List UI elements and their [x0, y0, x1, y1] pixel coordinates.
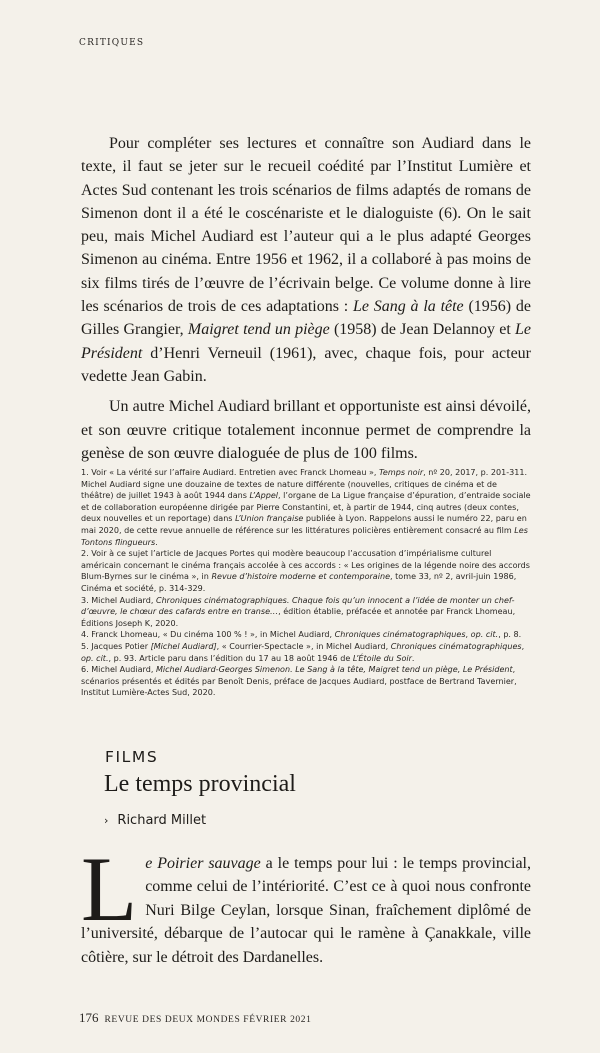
footnote-3 [81, 595, 531, 630]
text-run: (1956) de Gilles Grangier, [81, 298, 531, 339]
body-paragraph [81, 132, 531, 388]
text-run: , tome 33, nº 2, avril-juin 1986, Cinéma et société, p. 314-329. [81, 572, 517, 593]
text-run: , p. 8. [498, 630, 522, 640]
chevron-right-icon: › [104, 814, 109, 827]
text-run: . [155, 537, 158, 547]
text-run: op. cit. [81, 653, 109, 663]
drop-cap: L [81, 838, 138, 940]
body-text [81, 132, 531, 465]
publication-name: REVUE DES DEUX MONDES FÉVRIER 2021 [104, 1015, 312, 1025]
text-run: L’Étoile du Soir [352, 653, 412, 663]
footnote-5 [81, 641, 531, 664]
text-run: , nº 20, 2017, p. 201-311. Michel Audiard signe une douzaine de textes de nature différente (nouvelles, critiques de cinéma et de théâtre) de juillet 1943 à août 1944 dans [81, 468, 528, 501]
text-run: [Michel Audiard] [150, 641, 217, 651]
film-title: Le Président [81, 321, 532, 362]
text-run: Michel Audiard-Georges Simenon. Le Sang à la tête, Maigret tend un piège, Le Président [155, 665, 513, 675]
text-run: 6. Michel Audiard, [81, 665, 156, 675]
text-run: 4. Franck Lhomeau, « Du cinéma 100 % ! », in Michel Audiard, [81, 630, 335, 640]
text-run: d’Henri Verneuil (1961), avec, chaque fois, pour acteur vedette Jean Gabin. [81, 344, 531, 385]
text-run: Les Tontons flingueurs [81, 525, 528, 547]
author-name: Richard Millet [117, 813, 207, 828]
text-run: Pour compléter ses lectures et connaître son Audiard dans le texte, il faut se jeter sur le recueil coédité par l’Institut Lumière et Actes Sud contenant les trois scénarios de films adaptés de romans de Simenon dont il a été le coscénariste et le dialoguiste (6). On le sait peu, mais Michel Audiard est l’auteur qui a le plus adapté Georges Simenon au cinéma. Entre 1956 et 1962, il a collaboré à pas moins de six films tirés de l’œuvre de l’écrivain belge. Ce volume donne à lire les scénarios de trois de ces adaptations : [81, 135, 531, 316]
text-run: Revue d’histoire moderne et contemporaine [211, 572, 391, 582]
running-head: CRITIQUES [79, 38, 145, 48]
text-run: , édition établie, préfacée et annotée par Franck Lhomeau, Éditions Joseph K, 2020. [81, 607, 516, 628]
text-run: (1958) de Jean Delannoy et [329, 321, 516, 339]
text-run: , l’organe de La Ligue française d’épuration, d’entraide sociale et de collaboration européenne dirigée par Pierre Constantini, et, à partir de 1944, cinq autres (deux contes, deux nouvelles et un reportage) dans [81, 491, 531, 524]
film-title: e Poirier sauvage [145, 855, 261, 872]
text-run: L’Appel [249, 491, 279, 501]
text-run: , [521, 641, 525, 651]
lead-text [81, 838, 531, 969]
page-number: 176 [79, 1010, 99, 1025]
text-run: Chroniques cinématographiques. Chaque fois qu’un innocent a l’idée de monter un chef-d’œuvre, le chœur des cafards entre en transe… [81, 595, 515, 617]
byline [104, 813, 206, 828]
text-run: 1. Voir « La vérité sur l’affaire Audiard. Entretien avec Franck Lhomeau », [81, 468, 380, 477]
text-run: Temps noir [379, 468, 424, 477]
text-run: publiée à Lyon. Rappelons aussi le numéro 22, paru en mai 2020, de cette revue annuelle de référence sur les littératures policières entièrement consacré au film [81, 514, 527, 535]
text-run: a le temps pour lui : le temps provincial, comme celui de l’intériorité. C’est ce à quoi nous confronte Nuri Bilge Ceylan, lorsque Sinan, fraîchement diplômé de l’université, débarque de l’autocar qui le ramène à Çanakkale, ville côtière, sur le détroit des Dardanelles. [81, 855, 531, 966]
footnote-4 [81, 629, 531, 641]
text-run: 5. Jacques Potier [81, 641, 151, 651]
text-run: 3. Michel Audiard, [81, 595, 156, 605]
footnote-1 [81, 467, 531, 548]
text-run: op. cit. [470, 630, 499, 640]
text-run: L’Union française [235, 514, 304, 524]
page-footer [79, 1010, 311, 1026]
text-run: , p. 93. Article paru dans l’édition du 17 au 18 août 1946 de [108, 653, 353, 663]
body-paragraph: Un autre Michel Audiard brillant et opportuniste est ainsi dévoilé, et son œuvre critique totalement inconnue permet de comprendre la genèse de son œuvre dialoguée de plus de 100 films. [81, 398, 531, 462]
text-run: , scénarios présentés et édités par Benoît Denis, préface de Jacques Audiard, postface de Bertrand Tavernier, Institut Lumière-Actes Sud, 2020. [81, 665, 517, 698]
section-label: FILMS [105, 748, 159, 766]
footnote-2 [81, 548, 531, 594]
footnote-6 [81, 664, 531, 699]
film-title: Maigret tend un piège [187, 321, 330, 339]
text-run: , [465, 630, 471, 640]
text-run: Chroniques cinématographiques [334, 630, 466, 640]
text-run: , « Courrier-Spectacle », in Michel Audiard, [216, 641, 391, 651]
lead-paragraph [81, 838, 531, 969]
text-run: . [411, 653, 415, 663]
article-title: Le temps provincial [104, 771, 296, 797]
footnotes [81, 467, 531, 699]
film-title: Le Sang à la tête [352, 298, 464, 316]
text-run: 2. Voir à ce sujet l’article de Jacques Portes qui modère beaucoup l’accusation d’impérialisme culturel américain concernant le cinéma français accolée à ces accords : « Les origines de la légende noire des accords Blum-Byrnes sur le cinéma », in [81, 549, 530, 582]
text-run: Chroniques cinématographiques [390, 641, 522, 651]
